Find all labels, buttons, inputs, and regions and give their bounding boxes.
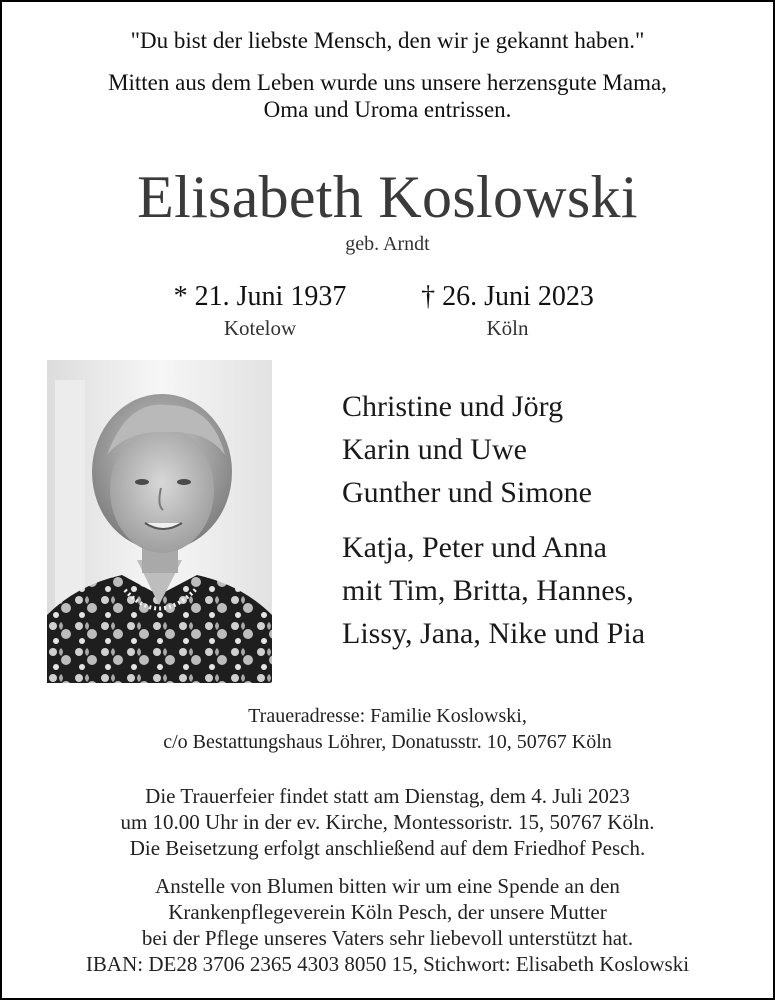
death-date: † 26. Juni 2023 bbox=[421, 281, 594, 312]
grandchildren-item: Katja, Peter und Anna bbox=[342, 531, 607, 564]
funeral-info-line: um 10.00 Uhr in der ev. Kirche, Montessoristr. 15, 50767 Köln. bbox=[120, 810, 655, 834]
birth-date: * 21. Juni 1937 bbox=[173, 281, 347, 312]
donation-info-line: Krankenpflegeverein Köln Pesch, der unsere Mutter bbox=[168, 900, 607, 924]
intro-line-1: Mitten aus dem Leben wurde uns unsere herzensgute Mama, bbox=[108, 70, 667, 95]
mourner-item: Karin und Uwe bbox=[342, 433, 527, 466]
grandchildren-item: mit Tim, Britta, Hannes, bbox=[342, 574, 634, 607]
donation-iban-line: IBAN: DE28 3706 2365 4303 8050 15, Stichwort: Elisabeth Koslowski bbox=[85, 952, 690, 976]
grandchildren-list bbox=[342, 526, 645, 655]
funeral-info-line: Die Trauerfeier findet statt am Dienstag, dem 4. Juli 2023 bbox=[145, 784, 630, 808]
mourner-item: Gunther und Simone bbox=[342, 476, 592, 509]
grandchildren-item: Lissy, Jana, Nike und Pia bbox=[342, 617, 646, 650]
portrait-photo-icon bbox=[47, 360, 272, 683]
intro-line-2: Oma und Uroma entrissen. bbox=[263, 97, 512, 122]
memorial-quote: "Du bist der liebste Mensch, den wir je gekannt haben." bbox=[130, 28, 645, 53]
death-place: Köln bbox=[486, 316, 529, 340]
donation-info-line: bei der Pflege unseres Vaters sehr liebevoll unterstützt hat. bbox=[141, 926, 634, 950]
mourning-address-line: Traueradresse: Familie Koslowski, bbox=[248, 705, 527, 727]
children-list bbox=[342, 385, 592, 514]
birth-place: Kotelow bbox=[223, 316, 297, 340]
funeral-info-line: Die Beisetzung erfolgt anschließend auf dem Friedhof Pesch. bbox=[129, 836, 646, 860]
mourner-item: Christine und Jörg bbox=[342, 390, 564, 423]
donation-info-line: Anstelle von Blumen bitten wir um eine Spende an den bbox=[155, 874, 620, 898]
portrait-photo bbox=[47, 360, 272, 683]
maiden-name: geb. Arndt bbox=[345, 233, 430, 255]
mourning-address-line: c/o Bestattungshaus Löhrer, Donatusstr. 10, 50767 Köln bbox=[163, 731, 612, 753]
deceased-name: Elisabeth Koslowski bbox=[137, 164, 638, 230]
